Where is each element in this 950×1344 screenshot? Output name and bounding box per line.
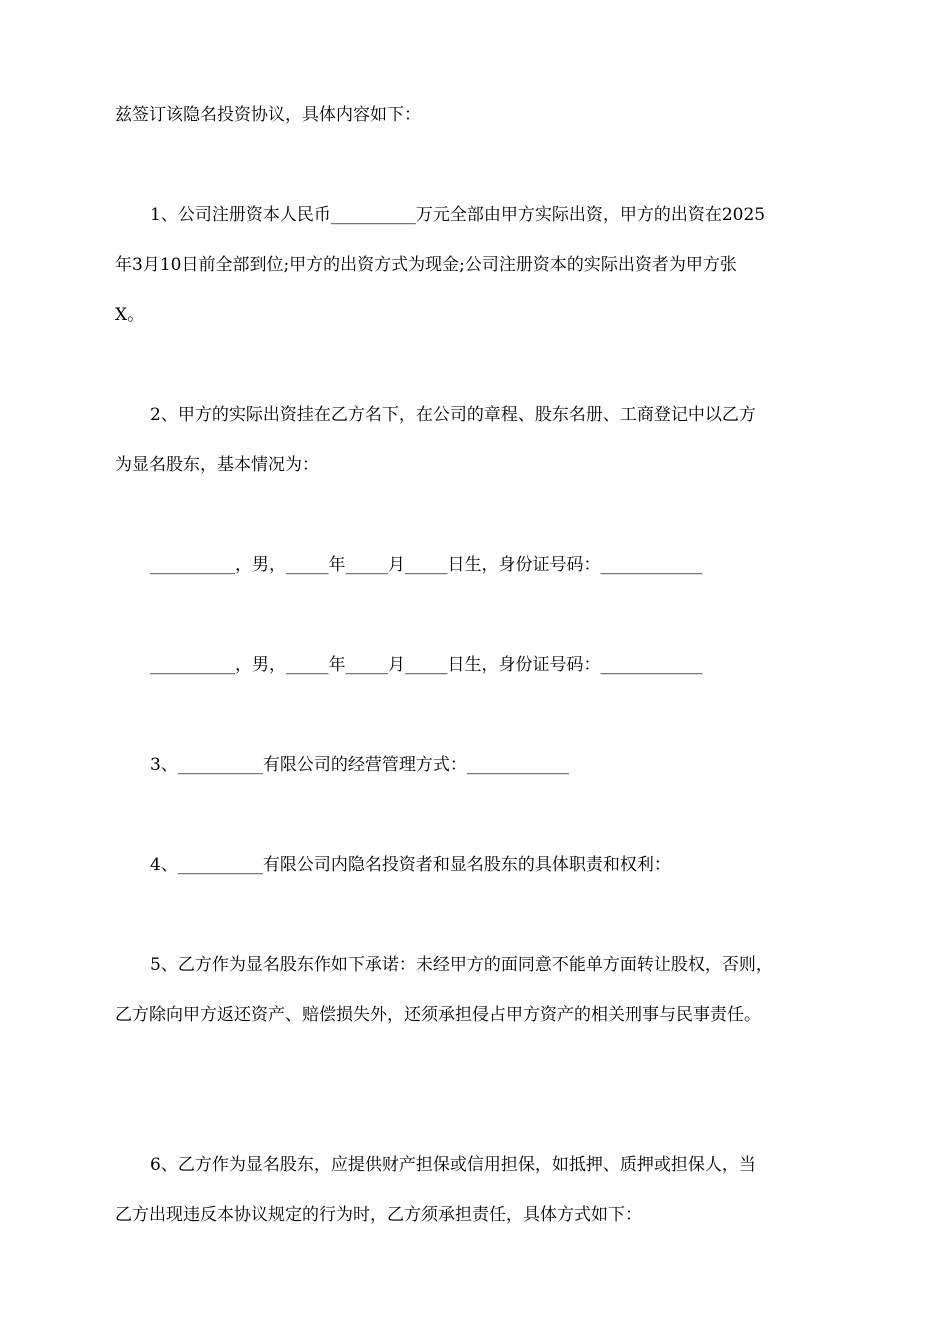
clause-1-line-2: 年3月10日前全部到位;甲方的出资方式为现金;公司注册资本的实际出资者为甲方张 — [115, 255, 737, 275]
clause-6-line-2: 乙方出现违反本协议规定的行为时，乙方须承担责任，具体方式如下： — [115, 1205, 642, 1225]
clause-3-text: 3、__________有限公司的经营管理方式：____________ — [150, 755, 569, 775]
intro-text: 兹签订该隐名投资协议，具体内容如下： — [115, 105, 421, 125]
shareholder-row-1: __________，男，_____年_____月_____日生，身份证号码：____________ — [150, 555, 703, 575]
clause-5-line-2: 乙方除向甲方返还资产、赔偿损失外，还须承担侵占甲方资产的相关刑事与民事责任。 — [115, 1005, 761, 1025]
clause-2-line-2: 为显名股东，基本情况为： — [115, 455, 319, 475]
clause-1-line-3: X。 — [115, 305, 145, 325]
clause-1-line-1: 1、公司注册资本人民币__________万元全部由甲方实际出资，甲方的出资在2025 — [150, 205, 766, 225]
shareholder-row-2: __________，男，_____年_____月_____日生，身份证号码：____________ — [150, 655, 703, 675]
clause-4-text: 4、__________有限公司内隐名投资者和显名股东的具体职责和权利： — [150, 855, 671, 875]
clause-6-line-1: 6、乙方作为显名股东，应提供财产担保或信用担保，如抵押、质押或担保人，当 — [150, 1155, 756, 1175]
clause-5-line-1: 5、乙方作为显名股东作如下承诺：未经甲方的面同意不能单方面转让股权，否则， — [150, 955, 773, 975]
clause-2-line-1: 2、甲方的实际出资挂在乙方名下，在公司的章程、股东名册、工商登记中以乙方 — [150, 405, 756, 425]
